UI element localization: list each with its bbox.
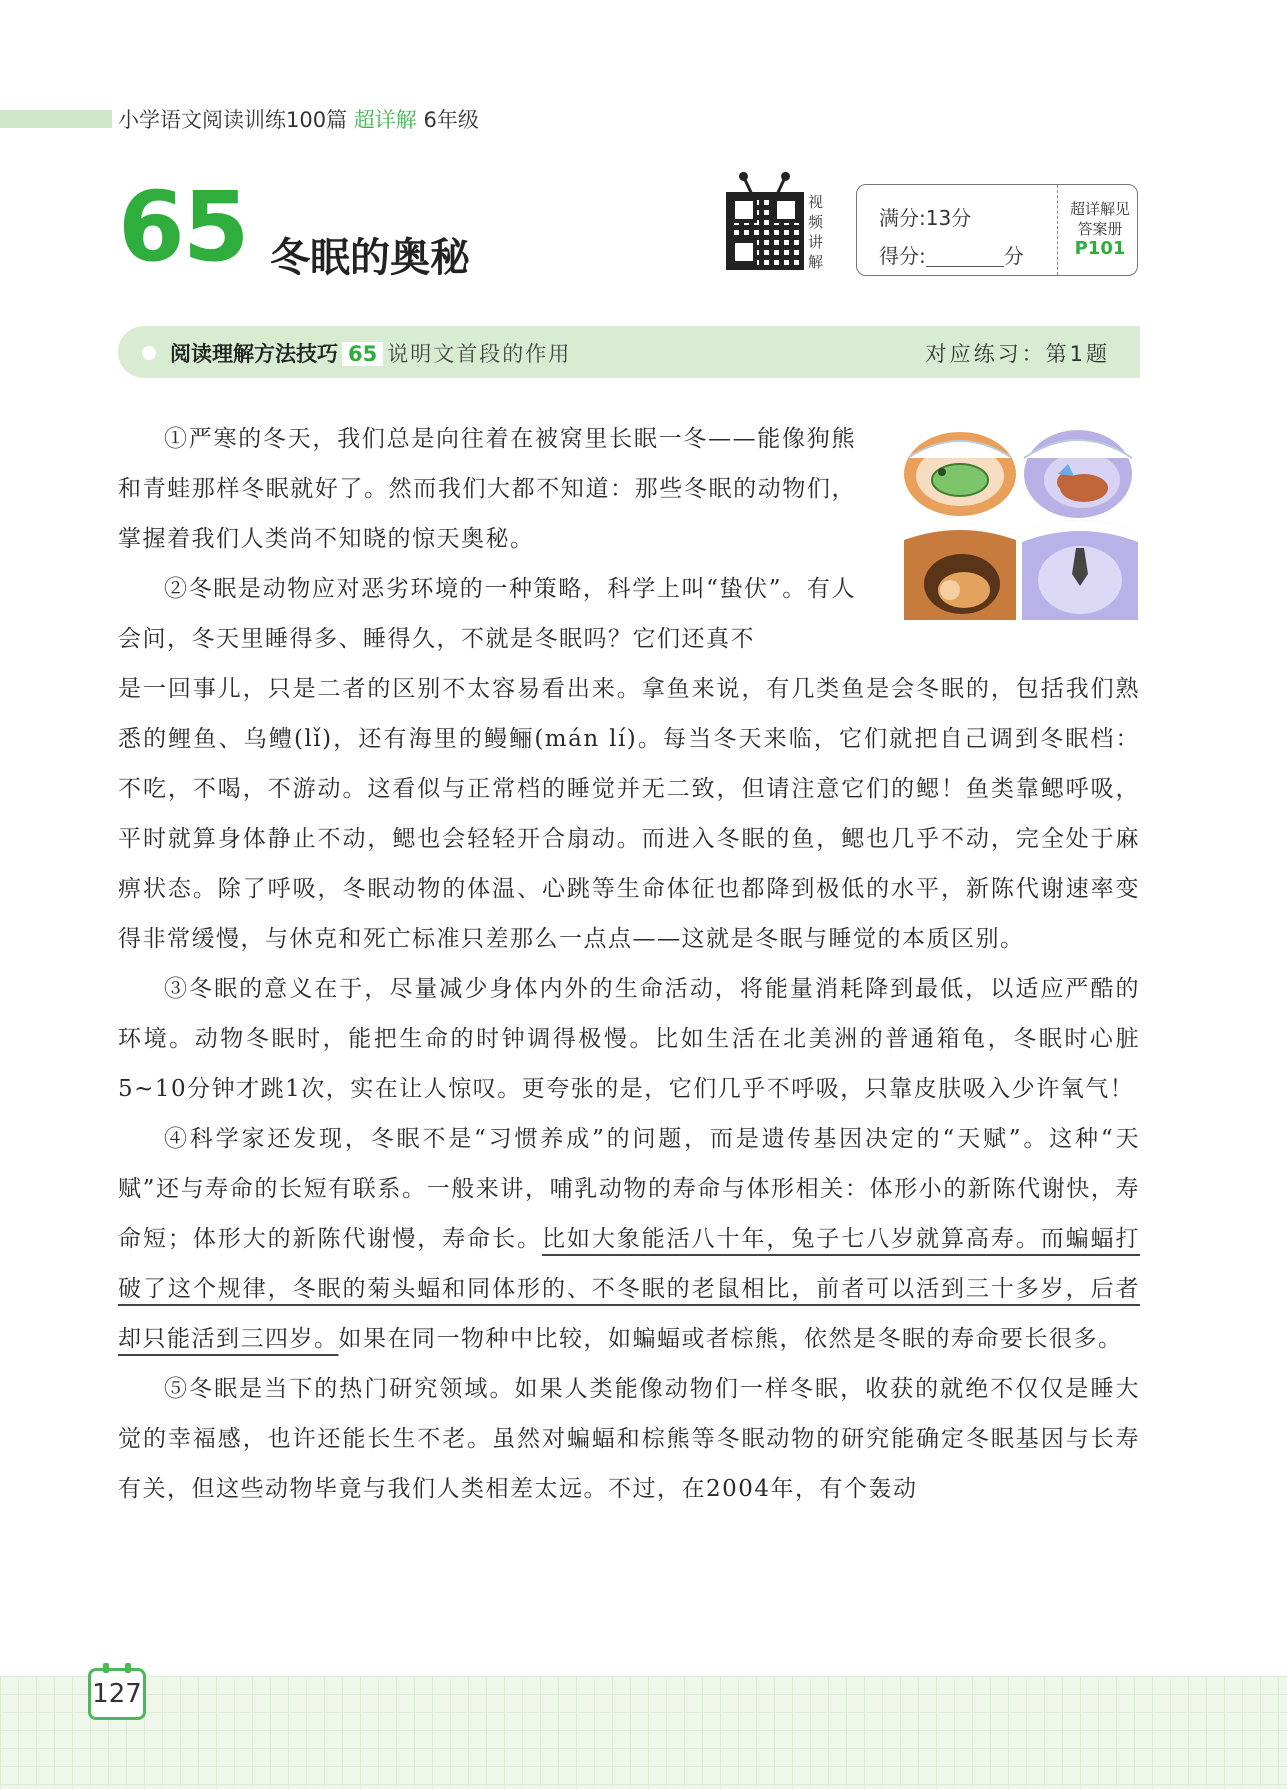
paragraph-2-start: ②冬眠是动物应对恶劣环境的一种策略，科学上叫“蛰伏”。有人会问，冬天里睡得多、睡得久，不就是冬眠吗？它们还真不	[118, 576, 856, 652]
bullet-dot-icon	[142, 346, 156, 360]
lesson-number: 65	[118, 171, 248, 283]
method-number: 65	[342, 342, 383, 366]
score-earned: 得分: 分	[879, 244, 1024, 268]
qr-code-icon[interactable]	[726, 192, 804, 270]
qr-video-label: 视频讲解	[808, 193, 824, 271]
method-topic: 说明文首段的作用	[387, 342, 572, 366]
underlined-passage: 比如大象能活八十年，兔子七八岁就算高寿。而蝙蝠打破了这个规律，冬眠的菊头蝠和同体形的、不冬眠的老鼠相比，前者可以活到三十多岁，后者却只能活到三四岁。	[118, 1226, 1140, 1352]
answer-reference: 超详解见 答案册 P101	[1061, 199, 1139, 259]
paragraph-3: ③冬眠的意义在于，尽量减少身体内外的生命活动，将能量消耗降到最低，以适应严酷的环境。动物冬眠时，能把生命的时钟调得极慢。比如生活在北美洲的普通箱龟，冬眠时心脏5~10分钟才跳1次，实在让人惊叹。更夸张的是，它们几乎不呼吸，只靠皮肤吸入少许氧气！	[118, 976, 1140, 1102]
full-marks: 满分:13分	[879, 206, 972, 230]
book-header	[118, 104, 479, 134]
book-accent: 超详解	[353, 108, 417, 132]
method-label: 阅读理解方法技巧 65 说明文首段的作用	[170, 342, 572, 366]
paragraph-1: ①严寒的冬天，我们总是向往着在被窝里长眠一冬——能像狗熊和青蛙那样冬眠就好了。然而我们大都不知道：那些冬眠的动物们，掌握着我们人类尚不知晓的惊天奥秘。	[118, 426, 856, 552]
page-number: 127	[88, 1668, 146, 1720]
answer-page: P101	[1074, 238, 1126, 259]
lesson-title: 冬眠的奥秘	[270, 235, 470, 281]
paragraph-5: ⑤冬眠是当下的热门研究领域。如果人类能像动物们一样冬眠，收获的就绝不仅仅是睡大觉的幸福感，也许还能长生不老。虽然对蝙蝠和棕熊等冬眠动物的研究能确定冬眠基因与长寿有关，但这些动物毕竟与我们人类相差太远。不过，在2004年，有个轰动	[118, 1376, 1140, 1502]
score-box	[856, 184, 1138, 276]
method-banner	[118, 326, 1140, 378]
book-grade: 6年级	[423, 108, 479, 132]
book-title: 小学语文阅读训练100篇	[118, 108, 348, 132]
practice-reference: 对应练习：第1题	[925, 342, 1110, 366]
score-info	[879, 199, 1024, 275]
article-body	[118, 414, 1140, 1514]
paragraph-2-rest: 是一回事儿，只是二者的区别不太容易看出来。拿鱼来说，有几类鱼是会冬眠的，包括我们熟悉的鲤鱼、乌鳢(lǐ)，还有海里的鳗鲡(mán lí)。每当冬天来临，它们就把自己调到冬眠档：不吃，不喝，不游动。这看似与正常档的睡觉并无二致，但请注意它们的鳃！鱼类靠鳃呼吸，平时就算身体静止不动，鳃也会轻轻开合扇动。而进入冬眠的鱼，鳃也几乎不动，完全处于麻痹状态。除了呼吸，冬眠动物的体温、心跳等生命体征也都降到极低的水平，新陈代谢速率变得非常缓慢，与休克和死亡标准只差那么一点点——这就是冬眠与睡觉的本质区别。	[118, 676, 1140, 952]
paragraph-4: ④科学家还发现，冬眠不是“习惯养成”的问题，而是遗传基因决定的“天赋”。这种“天赋”还与寿命的长短有联系。一般来讲，哺乳动物的寿命与体形相关：体形小的新陈代谢快，寿命短；体形大的新陈代谢慢，寿命长。比如大象能活八十年，兔子七八岁就算高寿。而蝙蝠打破了这个规律，冬眠的菊头蝠和同体形的、不冬眠的老鼠相比，前者可以活到三十多岁，后者却只能活到三四岁。如果在同一物种中比较，如蝙蝠或者棕熊，依然是冬眠的寿命要长很多。	[118, 1126, 1140, 1352]
footer-grid-background	[0, 1676, 1287, 1789]
header-accent-bar	[0, 110, 112, 128]
score-divider	[1057, 185, 1058, 275]
score-blank[interactable]	[926, 248, 1004, 267]
